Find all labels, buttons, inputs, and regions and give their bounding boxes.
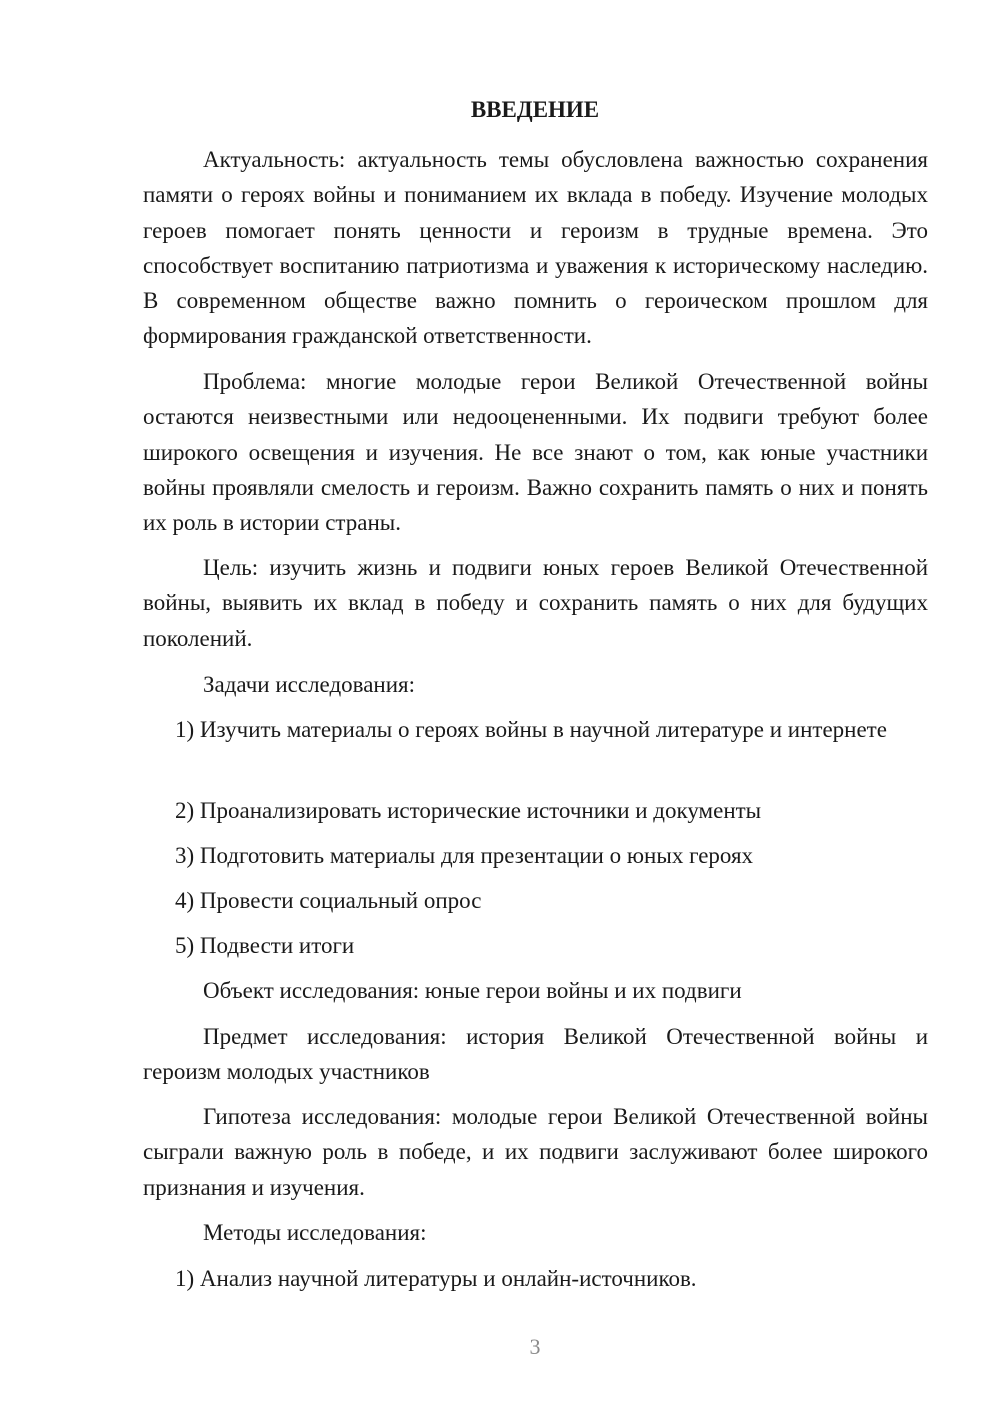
methods-title: Методы исследования: xyxy=(203,1220,427,1245)
paragraph-problem: Проблема: многие молодые герои Великой Отечественной войны остаются неизвестными или недооцененными. Их подвиги требуют более широкого освещения и изучения. Не все знают о том, как юные участники войны проявляли смелость и героизм. Важно сохранить память о них и понять их роль в истории страны. xyxy=(143,369,928,536)
paragraph-relevance: Актуальность: актуальность темы обусловлена важностью сохранения памяти о героях войны и пониманием их вклада в победу. Изучение молодых героев помогает понять ценности и героизм в трудные времена. Это способствует воспитанию патриотизма и уважения к историческому наследию. В современном обществе важно помнить о героическом прошлом для формирования гражданской ответственности. xyxy=(143,147,928,349)
task-item: 3) Подготовить материалы для презентации о юных героях xyxy=(175,843,754,868)
section-heading: ВВЕДЕНИЕ xyxy=(470,97,600,122)
tasks-title: Задачи исследования: xyxy=(203,672,416,697)
page-number: 3 xyxy=(529,1334,541,1359)
task-item: 4) Провести социальный опрос xyxy=(175,888,482,913)
method-item: 1) Анализ научной литературы и онлайн-источников. xyxy=(175,1266,697,1291)
paragraph-object: Объект исследования: юные герои войны и их подвиги xyxy=(203,978,742,1003)
task-item: 1) Изучить материалы о героях войны в научной литературе и интернете xyxy=(175,717,887,742)
task-item: 5) Подвести итоги xyxy=(175,933,355,958)
task-item: 2) Проанализировать исторические источники и документы xyxy=(175,798,762,823)
paragraph-goal: Цель: изучить жизнь и подвиги юных героев Великой Отечественной войны, выявить их вклад в победу и сохранить память о них для будущих поколений. xyxy=(143,555,928,651)
paragraph-hypothesis: Гипотеза исследования: молодые герои Великой Отечественной войны сыграли важную роль в победе, и их подвиги заслуживают более широкого признания и изучения. xyxy=(143,1104,928,1200)
paragraph-subject: Предмет исследования: история Великой Отечественной войны и героизм молодых участников xyxy=(143,1024,928,1085)
